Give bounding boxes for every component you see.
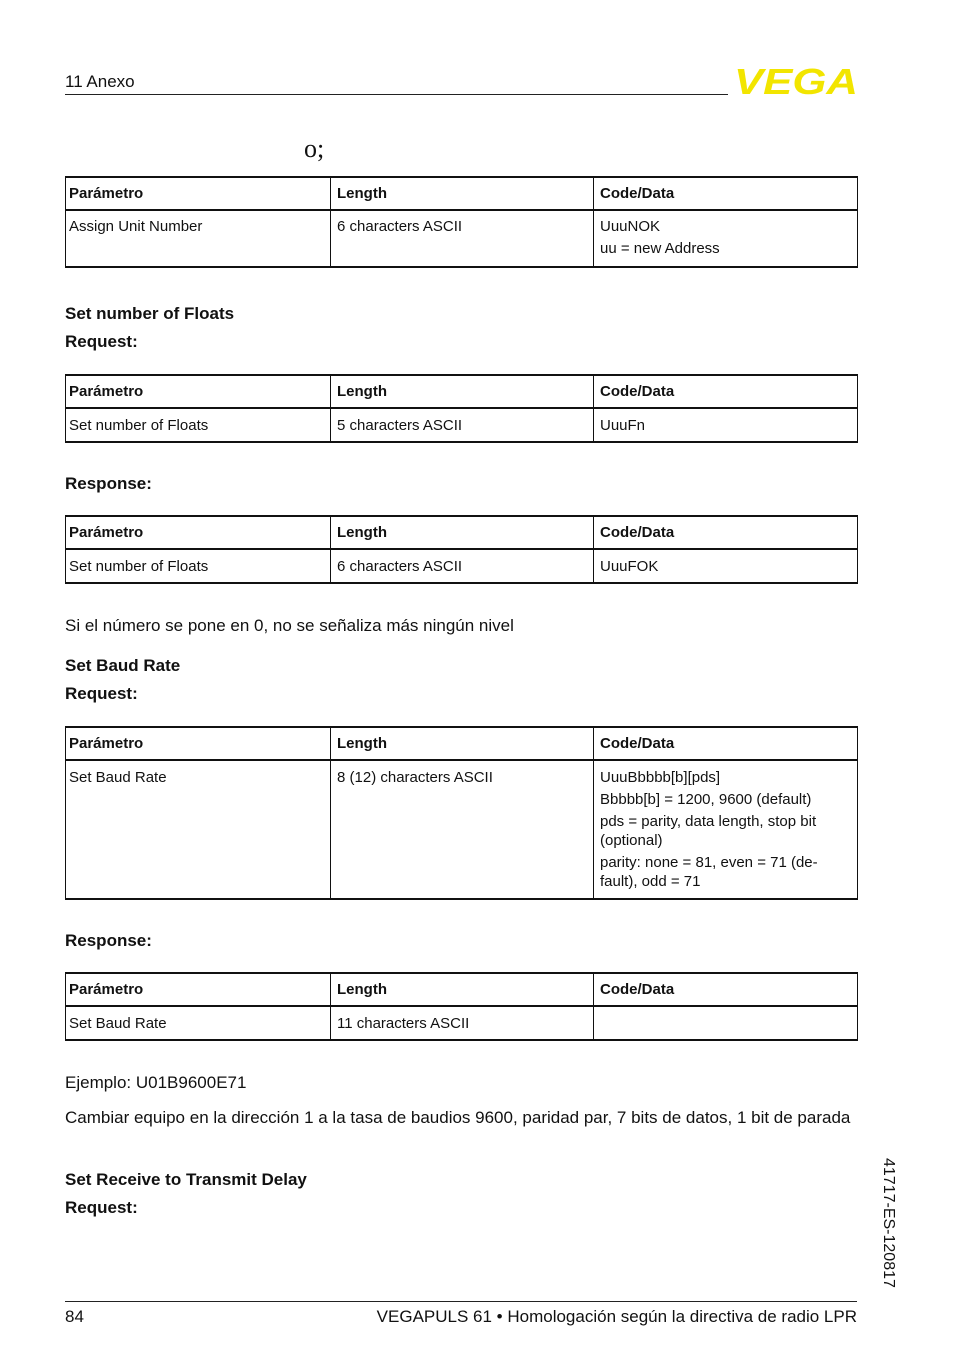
- table-floats-request: [65, 374, 858, 443]
- col-header-parametro: Parámetro: [66, 516, 331, 549]
- cell-parametro: Set Baud Rate: [66, 760, 331, 899]
- heading-response: Response:: [65, 474, 152, 493]
- col-header-parametro: Parámetro: [66, 727, 331, 760]
- code-line: pds = parity, data length, stop bit (optional): [600, 813, 817, 849]
- col-header-parametro: Parámetro: [66, 973, 331, 1006]
- section-header: 11 Anexo: [65, 72, 135, 91]
- heading-request: Request:: [65, 684, 138, 703]
- cell-length: 5 characters ASCII: [331, 408, 594, 442]
- col-header-code: Code/Data: [594, 973, 858, 1006]
- cell-code: UuuFOK: [594, 549, 858, 583]
- code-line: uu = new Address: [600, 240, 720, 257]
- heading-request: Request:: [65, 1198, 138, 1217]
- table-baud-request: [65, 726, 858, 900]
- vega-logo-text: VEGA: [734, 64, 858, 98]
- code-line: Bbbbb[b] = 1200, 9600 (default): [600, 791, 812, 808]
- code-line: UuuNOK: [600, 218, 661, 235]
- col-header-code: Code/Data: [594, 375, 858, 408]
- cell-parametro: Set number of Floats: [66, 408, 331, 442]
- heading-set-delay: Set Receive to Transmit Delay: [65, 1170, 307, 1189]
- example-code: Ejemplo: U01B9600E71: [65, 1073, 247, 1092]
- cell-parametro: Assign Unit Number: [66, 210, 331, 267]
- heading-request: Request:: [65, 332, 138, 351]
- cell-length: 8 (12) characters ASCII: [331, 760, 594, 899]
- table-baud-response: [65, 972, 858, 1041]
- col-header-length: Length: [331, 177, 594, 210]
- col-header-parametro: Parámetro: [66, 177, 331, 210]
- example-description: Cambiar equipo en la dirección 1 a la tasa de baudios 9600, paridad par, 7 bits de datos, 1 bit de parada: [65, 1108, 851, 1127]
- col-header-length: Length: [331, 375, 594, 408]
- heading-set-baud: Set Baud Rate: [65, 656, 181, 675]
- cell-length: 6 characters ASCII: [331, 549, 594, 583]
- heading-set-floats: Set number of Floats: [65, 304, 235, 323]
- col-header-parametro: Parámetro: [66, 375, 331, 408]
- col-header-code: Code/Data: [594, 516, 858, 549]
- table-floats-response: [65, 515, 858, 584]
- heading-response: Response:: [65, 931, 152, 950]
- cell-code: [594, 1006, 858, 1040]
- stray-glyph: o;: [304, 134, 325, 163]
- cell-code: UuuFn: [594, 408, 858, 442]
- code-line: UuuBbbbb[b][pds]: [600, 769, 721, 786]
- col-header-length: Length: [331, 516, 594, 549]
- cell-code: [594, 760, 858, 899]
- table-assign-unit: [65, 176, 858, 268]
- page-number: 84: [65, 1307, 84, 1326]
- col-header-length: Length: [331, 973, 594, 1006]
- note-floats: Si el número se pone en 0, no se señaliza más ningún nivel: [65, 616, 514, 635]
- col-header-code: Code/Data: [594, 177, 858, 210]
- header-rule: [65, 94, 728, 95]
- document-title: VEGAPULS 61 • Homologación según la directiva de radio LPR: [376, 1307, 857, 1326]
- col-header-length: Length: [331, 727, 594, 760]
- vega-logo: [734, 64, 858, 98]
- cell-length: 11 characters ASCII: [331, 1006, 594, 1040]
- cell-parametro: Set Baud Rate: [66, 1006, 331, 1040]
- document-code: 41717-ES-120817: [880, 1158, 897, 1288]
- cell-length: 6 characters ASCII: [331, 210, 594, 267]
- col-header-code: Code/Data: [594, 727, 858, 760]
- code-line: parity: none = 81, even = 71 (de-fault), odd = 71: [600, 854, 818, 890]
- cell-parametro: Set number of Floats: [66, 549, 331, 583]
- cell-code: [594, 210, 858, 267]
- footer-rule: [65, 1301, 857, 1302]
